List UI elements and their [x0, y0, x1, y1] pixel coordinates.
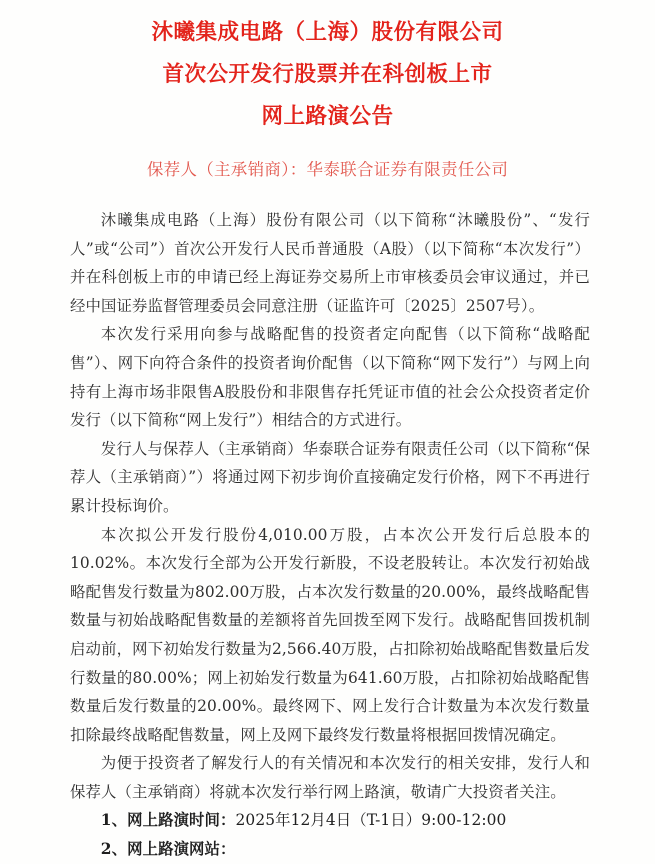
paragraph-3: 发行人与保荐人（主承销商）华泰联合证券有限责任公司（以下简称“保荐人（主承销商）”）将通过网下初步询价直接确定发行价格，网下不再进行累计投标询价。: [70, 439, 590, 515]
paragraph-5: 为便于投资者了解发行人的有关情况和本次发行的相关安排，发行人和保荐人（主承销商）将就本次发行举行网上路演，敬请广大投资者关注。: [70, 754, 590, 801]
sponsor-line: 保荐人（主承销商）：华泰联合证券有限责任公司: [146, 160, 509, 179]
list-item-heading: 1、网上路演时间：: [100, 811, 236, 830]
body-block: [0, 206, 655, 864]
paragraph-2: 本次发行采用向参与战略配售的投资者定向配售（以下简称“战略配售”）、网下向符合条件的投资者询价配售（以下简称“网下发行”）与网上向持有上海市场非限售A股股份和非限售存托凭证市值的社会公众投资者定价发行（以下简称“网上发行”）相结合的方式进行。: [70, 325, 590, 430]
list-item-heading: 2、网上路演网站：: [100, 840, 236, 859]
title-block: [0, 0, 655, 138]
list-item: [70, 806, 590, 835]
doc-title-line-2: 首次公开发行股票并在科创板上市: [162, 62, 493, 87]
list-item-value: 2025年12月4日（T-1日）9:00-12:00: [235, 811, 507, 830]
list-item: [70, 835, 590, 864]
numbered-list: [70, 806, 590, 863]
paragraph-1: 沐曦集成电路（上海）股份有限公司（以下简称“沐曦股份”、“发行人”或“公司”）首次公开发行人民币普通股（A股）（以下简称“本次发行”）并在科创板上市的申请已经上海证券交易所上市审核委员会审议通过，并已经中国证券监督管理委员会同意注册（证监许可〔2025〕2507号）。: [70, 211, 590, 315]
paragraph-4: 本次拟公开发行股份4,010.00万股，占本次公开发行后总股本的10.02%。本次发行全部为公开发行新股，不设老股转让。本次发行初始战略配售发行数量为802.00万股，占本次发行数量的20.00%，最终战略配售数量与初始战略配售数量的差额将首先回拨至网下发行。战略配售回拨机制启动前，网下初始发行数量为2,566.40万股，占扣除初始战略配售数量后发行数量的80.00%；网上初始发行数量为641.60万股，占扣除初始战略配售数量后发行数量的20.00%。最终网下、网上发行合计数量为本次发行数量扣除最终战略配售数量，网上及网下最终发行数量将根据回拨情况确定。: [70, 525, 590, 744]
doc-title-line-3: 网上路演公告: [261, 104, 394, 129]
doc-title-line-1: 沐曦集成电路（上海）股份有限公司: [151, 20, 504, 45]
